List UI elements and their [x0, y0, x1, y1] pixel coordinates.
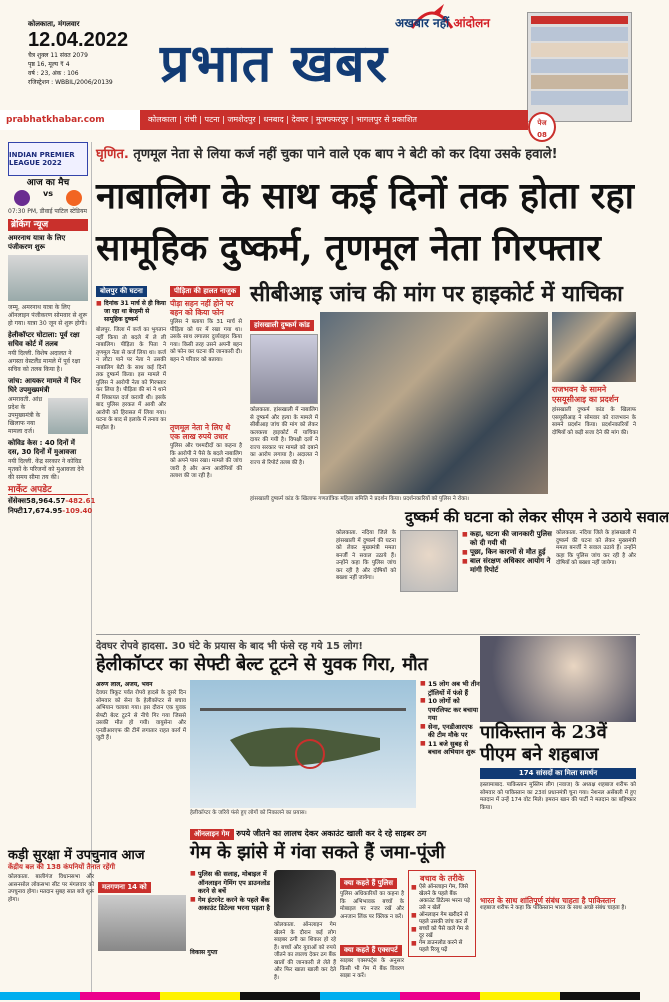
masthead-logo[interactable]: प्रभात खबर: [160, 33, 388, 94]
nifty-row: [8, 507, 93, 515]
safety-item: ■ बच्चों को पैसे वाले गेम से दूर रखें: [411, 926, 473, 940]
victim-text: पुलिस ने बताया कि 31 मार्च से पीड़िता को घर में रखा गया था। उसके साथ लगातार दुर्व्यवहार किया गया। किसी तरह उसने अपनी बहन को फोन कर घटना की जानकारी दी। बहन ने परिवार को बताया।: [170, 319, 242, 363]
game-text: कोलकाता. ऑनलाइन गेम खेलने के दौरान कई लोग साइबर ठगी का शिकार हो रहे हैं। बच्चों और युवाओं को रुपये जीतने का लालच देकर ठग बैंक खातों की जानकारी ले लेते हैं और फिर खाता खाली कर देते हैं।: [274, 922, 336, 981]
news4-text: नयी दिल्ली. केंद्र सरकार ने कोविड मृतकों के परिजनों को मुआवजा देने की समय सीमा तय की।: [8, 458, 84, 481]
page-label: पेज: [537, 119, 547, 127]
lead-headline[interactable]: [96, 170, 641, 274]
deoghar-bullet: ■ 10 लोगों को एयरलिफ्ट कर बचाया गया: [420, 697, 480, 723]
header-date: 12.04.2022: [28, 29, 129, 51]
cm-bullet: ■ कहा, घटना की जानकारी पुलिस को दी गयी थी: [462, 530, 552, 548]
pakistan-box-head: भारत के साथ शांतिपूर्ण संबंध चाहता है पाकिस्तान: [480, 896, 616, 905]
tmc-head: तृणमूल नेता ने लिए थे एक लाख रुपये उधार: [170, 423, 231, 441]
rajbhavan-head: राजभवन के सामने एसयूसीआइ का प्रदर्शन: [552, 385, 619, 404]
tmc-text: पुलिस और चश्मदीदों का कहना है कि आरोपी ने पैसे के बदले नाबालिग को अपने पास रखा। मामले की जांच जारी है और अन्य आरोपियों की तलाश की जा रही है।: [170, 443, 242, 479]
hanskhali-tag: हांसखाली दुष्कर्म कांड: [250, 320, 314, 331]
amarnath-photo: [8, 255, 88, 301]
edition-list: कोलकाता | रांची | पटना | जमशेदपुर | धनबाद | देवघर | मुजफ्फरपुर | भागलपुर से प्रकाशित: [148, 115, 417, 124]
helicopter-photo: [190, 680, 416, 808]
rajbhavan-photo: [552, 312, 636, 382]
bolpur-tag: बोलपुर की घटना: [96, 286, 147, 297]
hanskhali-column: [250, 312, 318, 497]
news3-head: जांच: आयकर मामले में फिर घिरे उपमुख्यमंत्री: [8, 377, 81, 394]
nifty-value: 17,674.95: [22, 507, 63, 515]
cm-text-right: कोलकाता. नदिया जिले के हांसखाली में दुष्कर्म की घटना को लेकर मुख्यमंत्री ममता बनर्जी ने सवाल उठाये हैं। उन्होंने कहा कि पुलिस जांच कर रही है और दोषियों को बख्शा नहीं जायेगा।: [556, 530, 636, 566]
edition-navbar: [0, 110, 528, 130]
header-info: [28, 20, 150, 87]
ipl-banner: INDIAN PREMIER LEAGUE 2022: [8, 142, 88, 176]
count-photo: [98, 895, 186, 951]
game-byline: विकास गुप्ता: [190, 949, 218, 956]
safety-head: बचाव के तरीके: [420, 874, 464, 883]
header-pages: पृष्ठ 16, मूल्य ₹ 4: [28, 61, 70, 68]
deoghar-column: [96, 680, 186, 840]
safety-item: ■ गेम डाउनलोड करने से पहले रिव्यू पढ़ें: [411, 940, 473, 954]
nifty-label: निफ्टी: [8, 507, 23, 515]
news4-head: कोविड केस : 40 दिनों में दस, 30 दिनों में मुआवजा: [8, 439, 77, 456]
deoghar-headline[interactable]: हेलीकॉप्टर का सेफ्टी बेल्ट टूटने से युवक गिरा, मौत: [96, 654, 428, 675]
deoghar-bullet: ■ सेना, एनडीआरएफ की टीम मौके पर: [420, 723, 480, 740]
header-date-hindi: चैत्र शुक्ल 11 संवत 2079: [28, 52, 88, 59]
divider: [96, 634, 640, 635]
header-edition: वर्ष : 23, अंक : 106: [28, 70, 79, 77]
news2-text: नयी दिल्ली. विशेष अदालत ने अगस्ता वेस्टलैंड मामले में पूर्व रक्षा सचिव को तलब किया है।: [8, 350, 81, 373]
rajbhavan-column: [552, 312, 636, 525]
safety-item: ■ ऑनलाइन गेम खरीदने से पहले उसकी जांच कर लें: [411, 912, 473, 926]
safety-item: ■ ऐसे ऑनलाइन गेम, जिसे खेलने के पहले बैंक अकाउंट डिटेल्स भरना पड़े उसे न खेलें: [411, 884, 473, 912]
cm-bullet: ■ पूछा, किन कारणों से मौत हुई: [462, 548, 552, 557]
vs-icon: vs: [43, 189, 53, 198]
deoghar-bullet: ■ 15 लोग अब भी तीन ट्रॉलियों में फंसे हैं: [420, 680, 480, 697]
victim-tag: पीड़िता की हालत नाजुक: [170, 286, 240, 297]
slogan-a: अखबार नहीं: [395, 16, 450, 30]
rajbhavan-text: हांसखाली दुष्कर्म कांड के खिलाफ एसयूसीआइ ने सोमवार को राजभवन के सामने प्रदर्शन किया। प्रदर्शनकारियों ने दोषियों को कड़ी सजा देने की मांग की।: [552, 407, 636, 436]
kicker-text: तृणमूल नेता से लिया कर्ज नहीं चुका पाने वाले एक बाप ने बेटी को कर दिया उसके हवाले!: [133, 147, 558, 162]
team-logo-icon: [14, 190, 30, 206]
deoghar-bullets: [420, 680, 480, 757]
lead-headline-line2: सामूहिक दुष्कर्म, तृणमूल नेता गिरफ्तार: [96, 227, 601, 269]
minister-photo: [48, 398, 88, 434]
deoghar-caption: हेलीकॉप्टर के जरिये फंसे हुए लोगों को निकालने का प्रयास।: [190, 810, 307, 816]
game-phone-photo: [274, 870, 336, 918]
pakistan-strap: 174 सांसदों का मिला समर्थन: [480, 768, 636, 779]
security-sub: केंद्रीय बल की 138 कंपनियों तैनात रहेंगी: [8, 863, 116, 871]
expert-text: साइबर एक्सपर्ट्स के अनुसार किसी भी गेम में बैंक विवरण साझा न करें।: [340, 958, 404, 979]
slogan-b: आंदोलन: [453, 16, 490, 30]
lead-headline-line1: नाबालिग के साथ कई दिनों तक होता रहा: [96, 175, 634, 217]
cm-photo: [400, 530, 458, 592]
deoghar-bullet: ■ 11 बजे सुबह से बचाव अभियान शुरू: [420, 740, 480, 757]
cm-bullet: ■ बाल संरक्षण अधिकार आयोग ने मांगी रिपोर्ट: [462, 557, 552, 575]
cm-text: कोलकाता. नदिया जिले के हांसखाली में दुष्कर्म की घटना को लेकर मुख्यमंत्री ममता बनर्जी ने सवाल उठाये हैं। उन्होंने कहा कि पुलिस जांच कर रही है और दोषियों को बख्शा नहीं जायेगा।: [336, 530, 396, 581]
match-time: 07:30 PM, डीवाई पाटिल स्टेडियम: [8, 208, 88, 215]
pakistan-headline[interactable]: पाकिस्तान के 23वें पीएम बने शहबाज: [480, 722, 607, 765]
hanskhali-text: कोलकाता. हांसखाली में नाबालिग से दुष्कर्म और हत्या के मामले में सीबीआइ जांच की मांग को लेकर कलकत्ता हाइकोर्ट में याचिका दायर की गयी है। विपक्षी दलों ने राज्य सरकार पर मामले को दबाने का आरोप लगाया है। अदालत ने राज्य से रिपोर्ट तलब की है।: [250, 407, 318, 466]
news3-text: अमरावती. आंध्र प्रदेश के उपमुख्यमंत्री के खिलाफ नया मामला दर्ज।: [8, 396, 43, 435]
victim-column: [170, 278, 242, 593]
match-teams: [8, 190, 88, 206]
deoghar-text: देवघर त्रिकूट पर्वत रोपवे हादसे के दूसरे दिन सोमवार को सेना के हेलीकॉप्टर से बचाव अभियान चलाया गया। इस दौरान एक युवक सेफ्टी बेल्ट टूटने से नीचे गिर गया जिससे उसकी मौत हो गयी। वायुसेना और एनडीआरएफ की टीमें लगातार राहत कार्य में जुटी हैं।: [96, 690, 186, 741]
nifty-change: -109.40: [62, 507, 93, 515]
bypoll-section: [8, 848, 188, 951]
news2-head: हेलीकॉप्टर घोटाला: पूर्व रक्षा सचिव कोर्ट में तलब: [8, 331, 80, 348]
game-kicker-row: [190, 828, 476, 840]
market-update-tag: मार्केट अपडेट: [8, 486, 88, 495]
expert-head: क्या कहते हैं एक्सपर्ट: [340, 945, 402, 956]
game-bullet: ■ गेम इंटरनेट करने के पहले बैंक अकाउंट डिटेल्स भरना पड़ता है: [190, 896, 272, 913]
team-logo-icon: [66, 190, 82, 206]
news1-head: अमरनाथ यात्रा के लिए पंजीकरण शुरू: [8, 234, 66, 251]
count-box: [98, 874, 186, 951]
pakistan-box: [480, 896, 636, 965]
match-title: आज का मैच: [26, 178, 70, 188]
pakistan-text: इस्लामाबाद. पाकिस्तान मुस्लिम लीग (नवाज) के अध्यक्ष शहबाज शरीफ को सोमवार को पाकिस्तान का 23वां प्रधानमंत्री चुना गया। नेशनल असेंबली में हुए मतदान में उन्हें 174 वोट मिले। इमरान खान की पार्टी ने मतदान का बहिष्कार किया।: [480, 782, 636, 811]
kicker-label: घृणित.: [96, 147, 129, 162]
game-tag: ऑनलाइन गेम: [190, 829, 234, 840]
police-text: पुलिस अधिकारियों का कहना है कि अभिभावक बच्चों के मोबाइल पर नजर रखें और अनजान लिंक पर क्लिक न करें।: [340, 891, 404, 920]
count-tag: मतगणना 14 को: [98, 882, 151, 893]
page-number-badge: [528, 112, 556, 142]
lead-subhead: सीबीआइ जांच की मांग पर हाइकोर्ट में याचिका: [250, 282, 623, 307]
bolpur-column: [96, 278, 166, 595]
bolpur-bullet: ■ दिनांक 31 मार्च से ही किया जा रहा था बेरहमी से सामूहिक दुष्कर्म: [96, 300, 166, 324]
sensex-change: -482.61: [65, 497, 96, 505]
sensex-label: सेंसेक्स: [8, 497, 26, 505]
game-bullets: [190, 870, 272, 913]
bolpur-text: बोलपुर. जिला में कर्ज का भुगतान नहीं किया तो बदले में ले ली नाबालिग। पीड़िता के पिता ने तृणमूल नेता से कर्ज लिया था। कर्ज न लौटा पाने पर नेता ने उसकी नाबालिग बेटी के साथ कई दिनों तक दुष्कर्म किया। इस मामले में पुलिस ने आरोपी नेता को गिरफ्तार कर लिया है। पीड़िता की मां ने थाने में शिकायत दर्ज करायी थी। इसके बाद पुलिस हरकत में आयी और आरोपी को हिरासत में लिया गया। घटना के बाद से इलाके में तनाव का माहौल है।: [96, 327, 166, 431]
front-page-thumbnail[interactable]: [527, 12, 632, 122]
color-bar: [0, 992, 640, 1000]
sensex-row: [8, 497, 96, 505]
deoghar-dateline: अरुण लाल, अजय, भवन: [96, 681, 153, 688]
website-link[interactable]: prabhatkhabar.com: [0, 110, 140, 130]
pakistan-box-text: शहबाज शरीफ ने कहा कि पाकिस्तान भारत के साथ अच्छे संबंध चाहता है।: [480, 905, 627, 911]
security-text: कोलकाता. बालीगंज विधानसभा और आसनसोल लोकसभा सीट पर मंगलवार को उपचुनाव होगा। मतदान सुबह सात बजे शुरू होगा।: [8, 874, 94, 903]
police-head: क्या कहते हैं पुलिस: [340, 878, 397, 889]
protest-photo: [320, 312, 548, 494]
sensex-value: 58,964.57: [25, 497, 66, 505]
game-police-col: [340, 870, 404, 1002]
news1-text: जम्मू. अमरनाथ यात्रा के लिए ऑनलाइन पंजीकरण सोमवार से शुरू हो गया। यात्रा 30 जून से शुरू होगी।: [8, 304, 88, 327]
game-kicker: रुपये जीतने का लालच देकर अकाउंट खाली कर दे रहे साइबर ठग: [236, 829, 427, 838]
game-headline[interactable]: गेम के झांसे में गंवा सकते हैं जमा-पूंजी: [190, 842, 445, 863]
security-head[interactable]: कड़ी सुरक्षा में उपचुनाव आज: [8, 848, 145, 863]
victim-head: पीड़ा सहन नहीं होने पर बहन को किया फोन: [170, 299, 234, 317]
court-photo: [250, 334, 318, 404]
cm-bullets: [462, 530, 552, 575]
top-kicker: [96, 143, 636, 167]
breaking-news-tag: ब्रेकिंग न्यूज: [8, 219, 88, 231]
cm-headline[interactable]: दुष्कर्म की घटना को लेकर सीएम ने उठाये सवाल: [405, 508, 669, 526]
safety-box: [408, 870, 476, 957]
header-city: कोलकाता, मंगलवार: [28, 20, 80, 28]
protest-caption: हांसखाली दुष्कर्म कांड के खिलाफ गणतांत्रिक महिला समिति ने प्रदर्शन किया। प्रदर्शनकारियों को पुलिस ने रोका।: [250, 496, 469, 502]
shehbaz-photo: [480, 636, 636, 722]
game-bullet: ■ पुलिस की सलाह, मोबाइल में ऑनलाइन गेमिंग एप डाउनलोड करने से बचें: [190, 870, 272, 896]
helicopter-icon: [190, 680, 416, 808]
header-registration: रजिस्ट्रेशन : WBBIL/2006/20139: [28, 79, 113, 86]
page-number: 08: [537, 131, 547, 139]
deoghar-kicker: देवघर रोपवे हादसा. 30 घंटे के प्रयास के बाद भी फंसे रह गये 15 लोग!: [96, 641, 363, 652]
